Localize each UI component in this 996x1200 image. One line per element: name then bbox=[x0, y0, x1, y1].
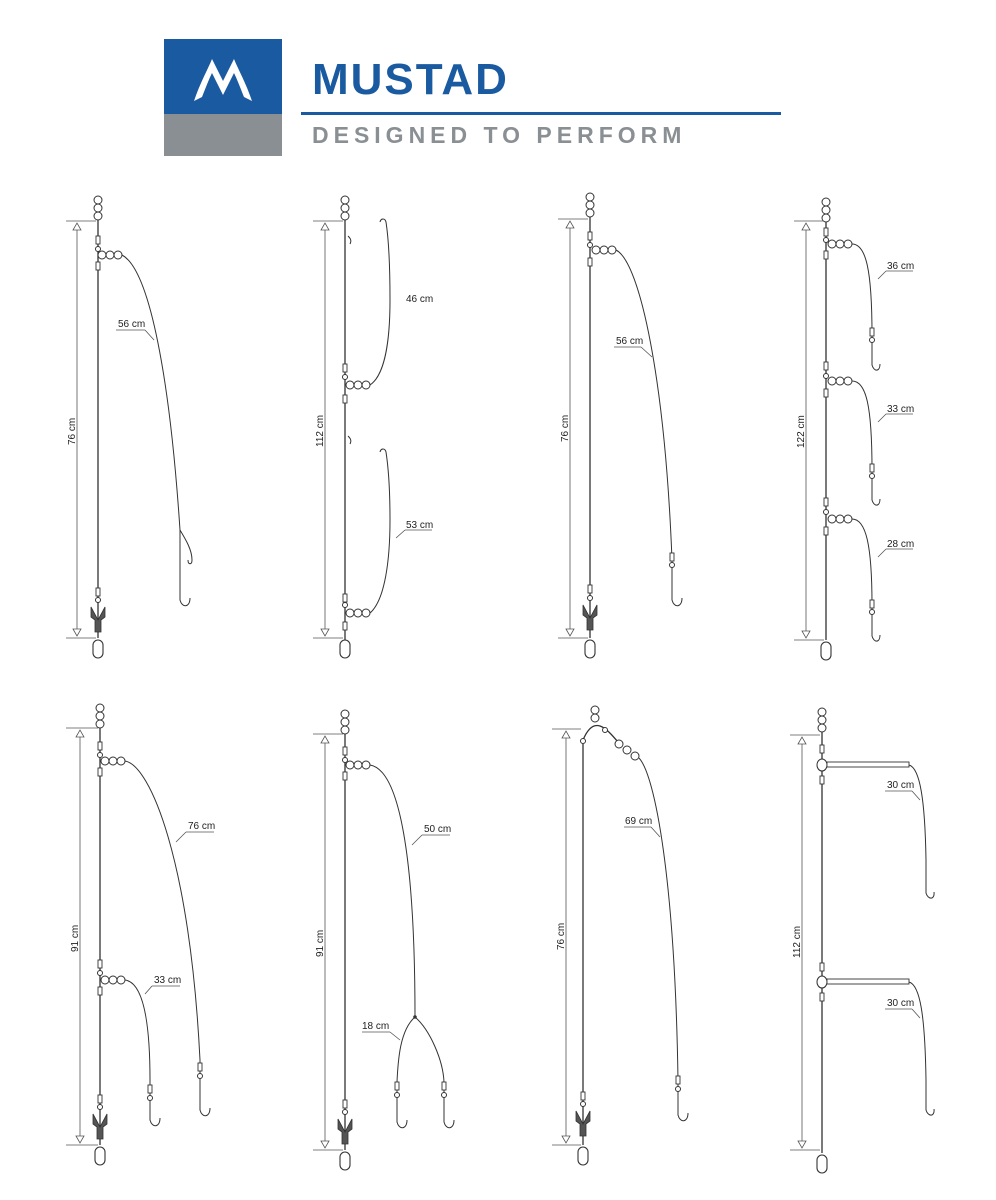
rig-1-snood-1-length: 56 cm bbox=[118, 319, 146, 330]
rig-2-snood-2-length: 53 cm bbox=[406, 520, 434, 531]
rig-1-total-length: 76 cm bbox=[67, 417, 78, 445]
rig-7-snood-1-length: 69 cm bbox=[625, 816, 653, 827]
rig-7 bbox=[552, 706, 688, 1165]
rig-2-total-length: 112 cm bbox=[315, 414, 326, 447]
rig-4-snood-1-length: 36 cm bbox=[887, 261, 915, 272]
brand-tagline: DESIGNED TO PERFORM bbox=[312, 122, 687, 148]
rig-4-snood-3-length: 28 cm bbox=[887, 539, 915, 550]
rig-6-total-length: 91 cm bbox=[315, 929, 326, 957]
rig-4 bbox=[794, 198, 914, 660]
rig-3-total-length: 76 cm bbox=[560, 414, 571, 442]
rig-5 bbox=[66, 704, 215, 1165]
rig-8 bbox=[790, 708, 934, 1173]
rig-5-snood-1-length: 76 cm bbox=[188, 821, 216, 832]
rig-6-snood-2-length: 18 cm bbox=[362, 1021, 390, 1032]
rig-4-total-length: 122 cm bbox=[796, 415, 807, 448]
rig-3 bbox=[558, 193, 682, 658]
rig-5-total-length: 91 cm bbox=[70, 924, 81, 952]
rig-8-snood-1-length: 30 cm bbox=[887, 780, 915, 791]
rig-6 bbox=[313, 710, 454, 1170]
rig-8-total-length: 112 cm bbox=[792, 925, 803, 958]
rig-2-snood-1-length: 46 cm bbox=[406, 294, 434, 305]
rig-4-snood-2-length: 33 cm bbox=[887, 404, 915, 415]
rig-7-total-length: 76 cm bbox=[556, 922, 567, 950]
rig-5-snood-2-length: 33 cm bbox=[154, 975, 182, 986]
brand-name: MUSTAD bbox=[312, 55, 509, 104]
rig-1 bbox=[66, 196, 192, 658]
rig-8-snood-2-length: 30 cm bbox=[887, 998, 915, 1009]
rig-6-snood-1-length: 50 cm bbox=[424, 824, 452, 835]
rig-2 bbox=[313, 196, 433, 658]
rig-3-snood-1-length: 56 cm bbox=[616, 336, 644, 347]
